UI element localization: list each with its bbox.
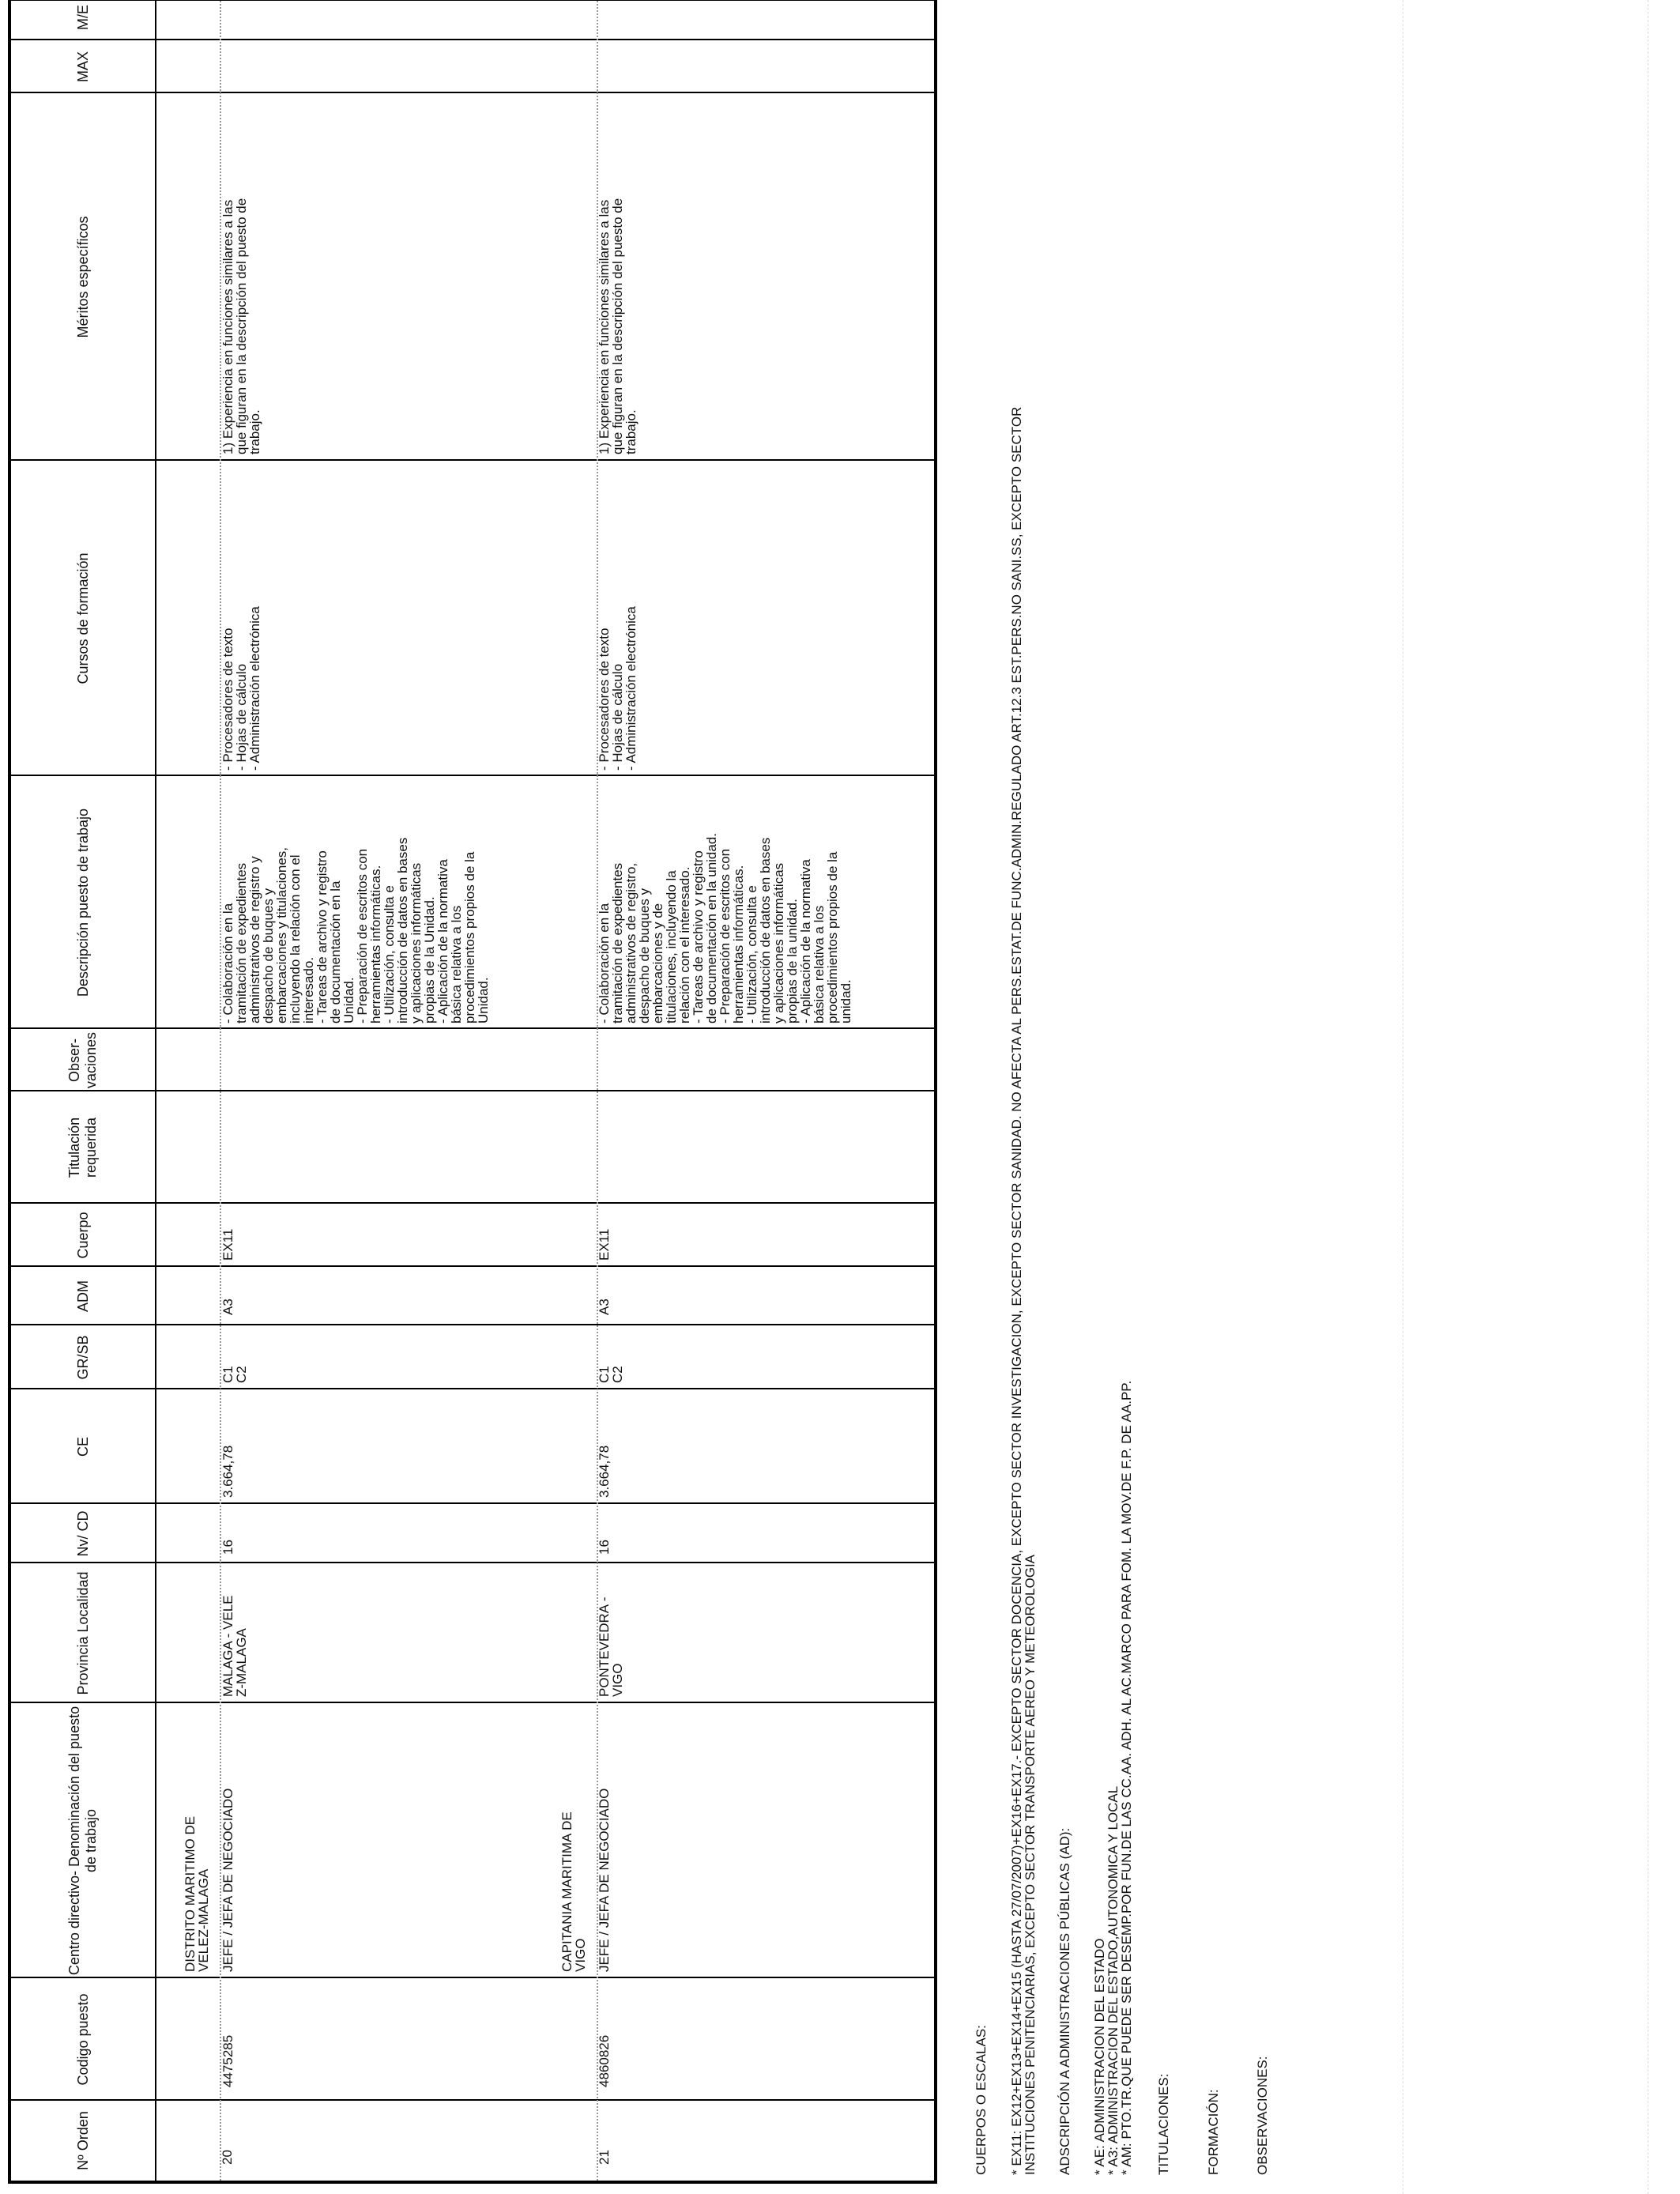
row-21-grupo: C1 C2 [597, 1366, 625, 1383]
adscripcion-title: ADSCRIPCIÓN A ADMINISTRACIONES PÚBLICAS (AD): [1057, 1827, 1072, 2175]
row-20-provincia: MALAGA - VELE Z-MALAGA [220, 1595, 249, 1697]
header-ce: CE [74, 1437, 91, 1457]
row-20-codigo: 4475285 [220, 2034, 235, 2087]
titulaciones-label: TITULACIONES: [1156, 2073, 1171, 2175]
row-20-cursos: - Procesadores de texto - Hojas de cálculo - Administración electrónica [220, 606, 262, 771]
row-21-adm: A3 [597, 1299, 612, 1315]
row-20-centro-directivo: DISTRITO MARITIMO DE VELEZ-MALAGA [183, 1815, 211, 1972]
row-20-descripcion: - Colaboración en la tramitación de expedientes administrativos de registro y despacho de buques y embarcaciones y titulaciones, incluyendo la relación con el interesado. - Tareas de archivo y registro de documentación en la Unidad. - Preparación de escritos con herramientas informáticas. - Utilización, consulta e introducción de datos en bases y aplicaciones informáticas propias de la Unidad. - Aplicación de la normativa básica relativa a los procedimientos propios de la Unidad. [220, 837, 491, 1023]
row-20-grupo: C1 C2 [220, 1366, 249, 1383]
header-cursos: Cursos de formación [74, 552, 91, 684]
row-21-cuerpo: EX11 [597, 1228, 612, 1261]
formacion-label: FORMACIÓN: [1206, 2089, 1221, 2175]
header-orden: Nº Orden [74, 2111, 91, 2170]
row-21-meritos: 1) Experiencia en funciones similares a las que figuran en la descripción del puesto de trabajo. [597, 198, 638, 454]
header-titulacion: Titulación requerida [66, 1117, 99, 1178]
row-21-centro-directivo: CAPITANIA MARITIMA DE VIGO [559, 1811, 588, 1972]
header-max: MAX [74, 51, 91, 83]
cuerpos-text: * EX11: EX12+EX13+EX14+EX15 (HASTA 27/07/2007)+EX16+EX17.- EXCEPTO SECTOR DOCENCIA, EXCEPTO SECTOR INVESTIGACION, EXCEPTO SECTOR SANIDAD. NO AFECTA AL PERS.ESTAT.DE FUNC.ADMIN.REGULADO ART.12.3 EST.PERS.NO SANI.SS, EXCEPTO SECTOR INSTITUCIONES PENITENCIARIAS, EXCEPTO SECTOR TRANSPORTE AEREO Y METEOROLOGIA [1009, 406, 1038, 2175]
row-21-provincia: PONTEVEDRA - VIGO [597, 1596, 625, 1697]
row-20-nivel: 16 [220, 1540, 235, 1555]
header-nivel: Nv/ CD [74, 1510, 91, 1557]
row-21-nivel: 16 [597, 1540, 612, 1555]
row-20-adm: A3 [220, 1299, 235, 1315]
header-meritos: Méritos específicos [74, 216, 91, 338]
row-21-codigo: 4860826 [597, 2034, 612, 2087]
header-centro: Centro directivo- Denominación del puesto de trabajo [66, 1706, 99, 1976]
header-codigo: Codigo puesto [74, 1993, 91, 2086]
header-me: M/E [74, 5, 91, 31]
header-grupo: GR/SB [74, 1335, 91, 1380]
header-provincia: Provincia Localidad [74, 1571, 91, 1695]
adscripcion-text: * AE: ADMINISTRACION DEL ESTADO * A3: ADMINISTRACION DEL ESTADO,AUTONOMICA Y LOCAL * AM: PTO.TR.QUE PUEDE SER DESEMP.POR FUN.DE LAS CC.AA. ADH. AL AC.MARCO PARA FOM. LA MOV.DE F.P. DE AA.PP. [1092, 1380, 1134, 2175]
row-20-meritos: 1) Experiencia en funciones similares a las que figuran en la descripción del puesto de trabajo. [220, 198, 262, 454]
observaciones-label: OBSERVACIONES: [1255, 2056, 1270, 2175]
row-20-cuerpo: EX11 [220, 1228, 235, 1261]
row-20-puesto: JEFE / JEFA DE NEGOCIADO [220, 1788, 235, 1972]
positions-table [8, 0, 937, 2184]
row-21-ce: 3.664,78 [597, 1445, 612, 1498]
row-21-cursos: - Procesadores de texto - Hojas de cálculo - Administración electrónica [597, 606, 638, 771]
row-21-descripcion: - Colaboración en la tramitación de expedientes administrativos de registro, despacho de buques y embarcaciones y de titulaciones, incluyendo la relación con el interesado. - Tareas de archivo y registro de documentación en la unidad. - Preparación de escritos con herramientas informáticas. - Utilización, consulta e introducción de datos en bases y aplicaciones informáticas propias de la unidad. - Aplicación de la normativa básica relativa a los procedimientos propios de la unidad. [597, 832, 853, 1023]
row-21-orden: 21 [597, 2150, 612, 2165]
row-20-ce: 3.664,78 [220, 1445, 235, 1498]
row-20-orden: 20 [220, 2150, 235, 2165]
header-observaciones: Obser- vaciones [66, 1031, 99, 1089]
header-divider [155, 1, 156, 2181]
row-21-puesto: JEFE / JEFA DE NEGOCIADO [597, 1788, 612, 1972]
header-adm: ADM [74, 1280, 91, 1312]
header-descripcion: Descripción puesto de trabajo [74, 808, 91, 997]
cuerpos-title: CUERPOS O ESCALAS: [974, 2025, 989, 2175]
header-cuerpo: Cuerpo [74, 1212, 91, 1259]
